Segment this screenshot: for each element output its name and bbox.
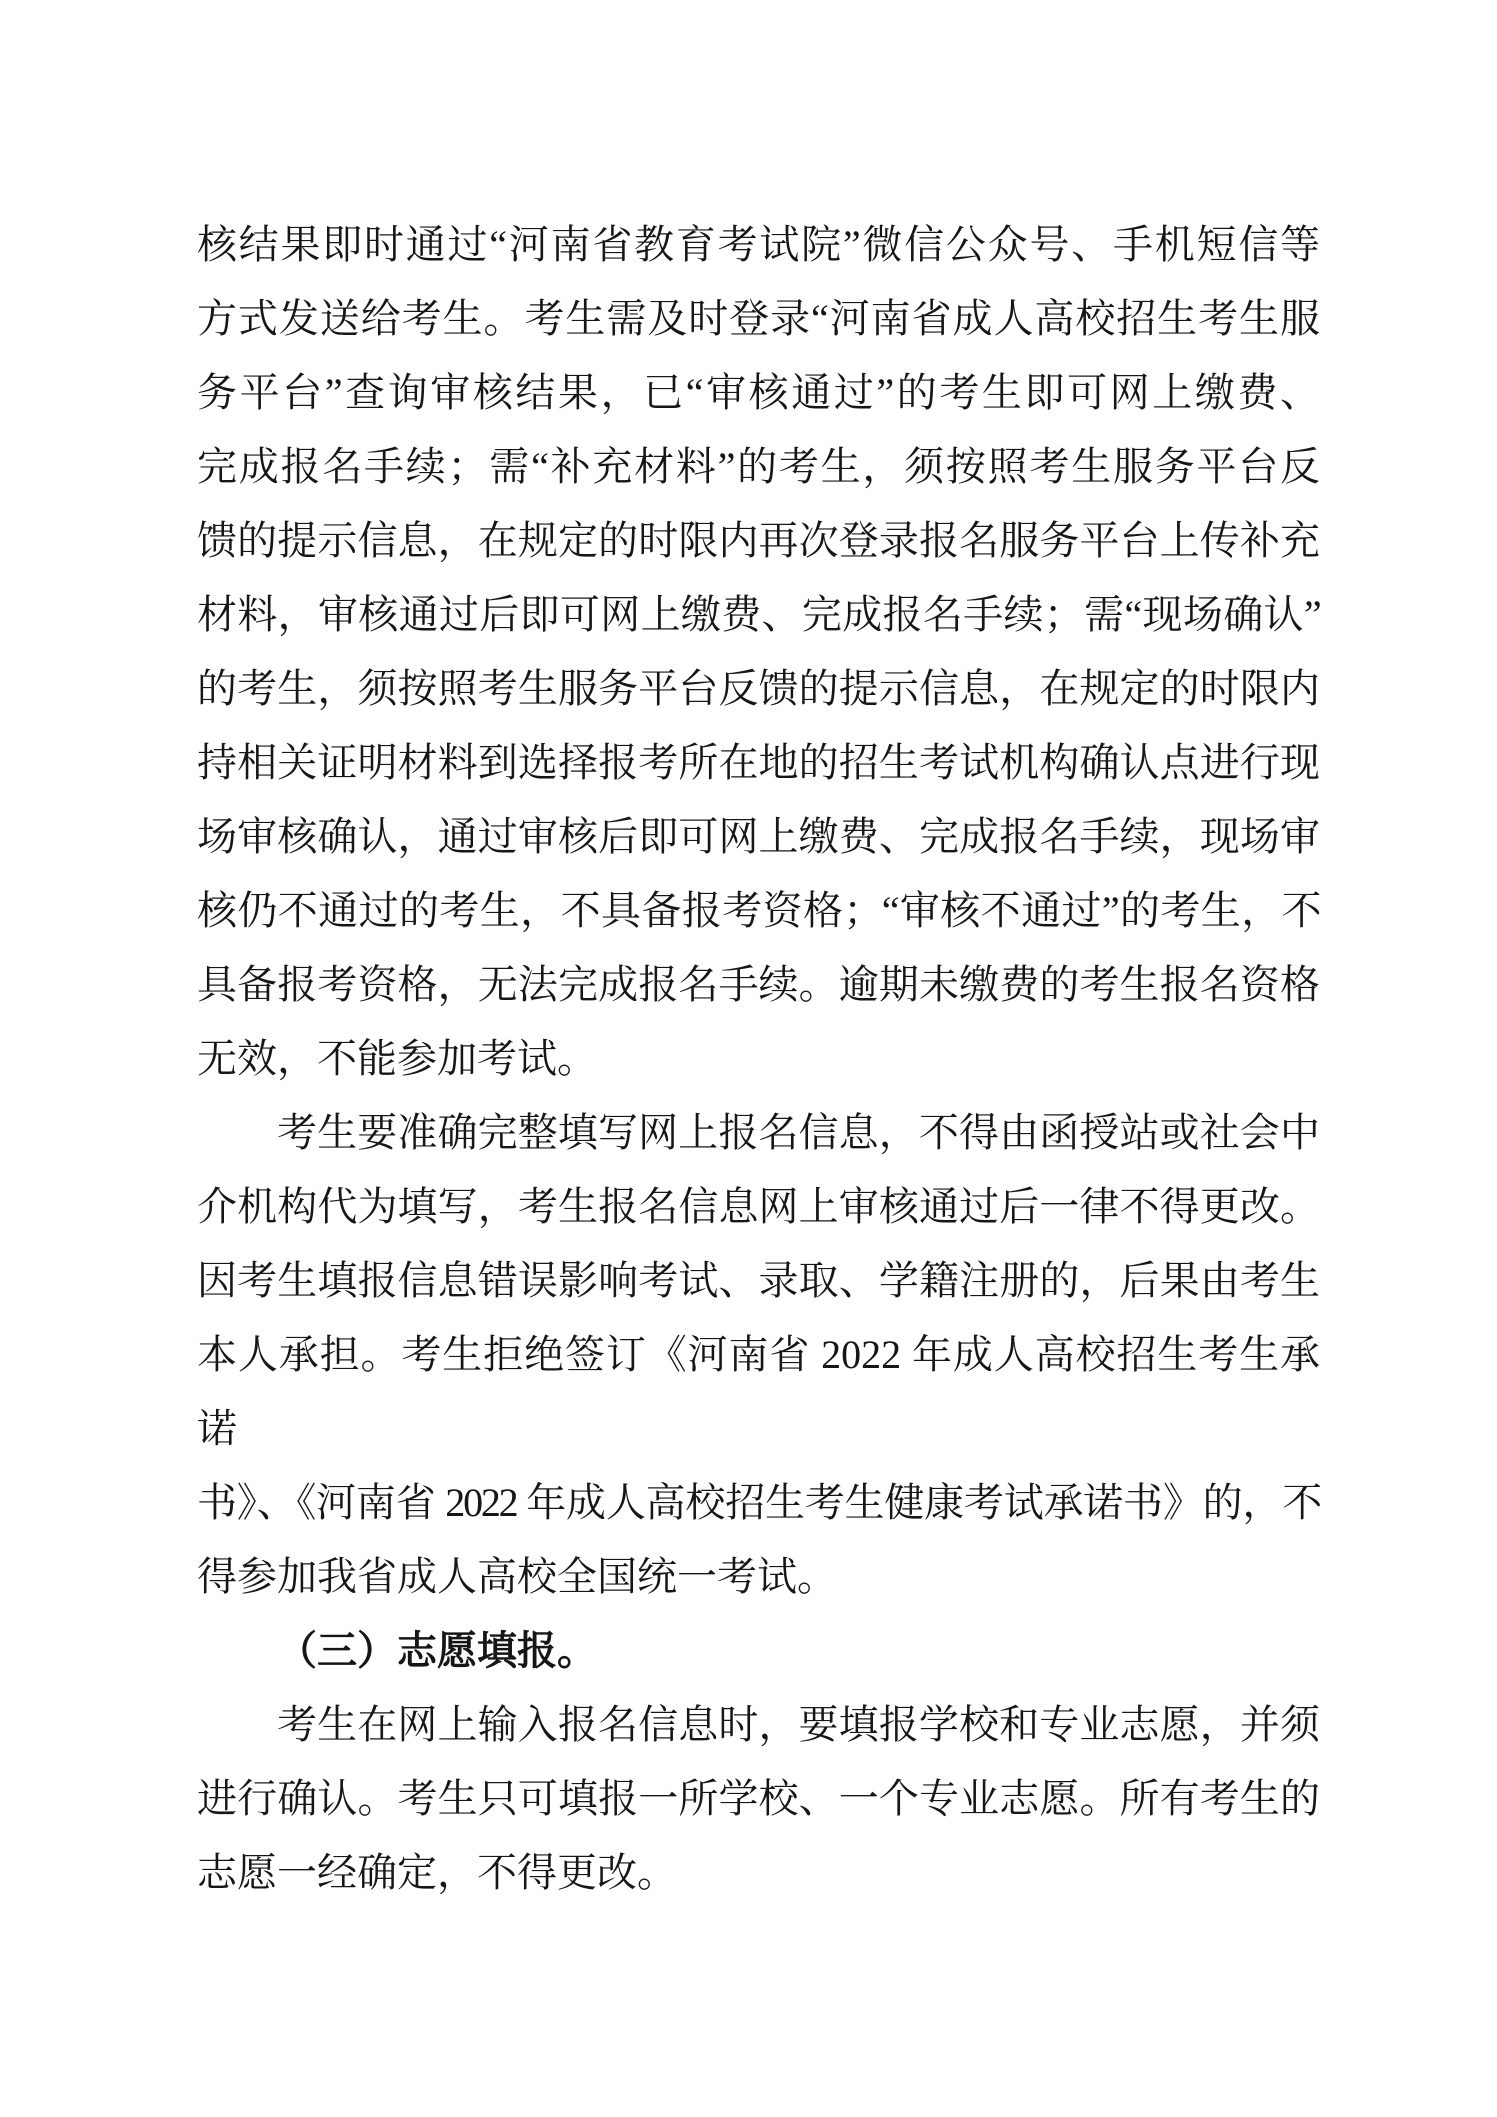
text-line: 馈的提示信息，在规定的时限内再次登录报名服务平台上传补充	[197, 518, 1320, 563]
paragraph	[197, 1096, 1320, 1614]
text-line: 介机构代为填写，考生报名信息网上审核通过后一律不得更改。	[197, 1184, 1320, 1229]
text-line: 本人承担。考生拒绝签订《河南省 2022 年成人高校招生考生承诺	[197, 1332, 1320, 1451]
text-line: 方式发送给考生。考生需及时登录“河南省成人高校招生考生服	[197, 296, 1320, 341]
text-line: 书》、《河南省 2022 年成人高校招生考生健康考试承诺书》的，不	[197, 1480, 1320, 1525]
text-line: 进行确认。考生只可填报一所学校、一个专业志愿。所有考生的	[197, 1776, 1320, 1821]
text-line: 材料，审核通过后即可网上缴费、完成报名手续；需“现场确认”	[197, 592, 1320, 637]
text-line: 考生要准确完整填写网上报名信息，不得由函授站或社会中	[277, 1110, 1320, 1155]
page-text	[197, 208, 1320, 1910]
text-line: 务平台”查询审核结果，已“审核通过”的考生即可网上缴费、	[197, 370, 1320, 415]
text-line: 的考生，须按照考生服务平台反馈的提示信息，在规定的时限内	[197, 666, 1320, 711]
text-line: 核仍不通过的考生，不具备报考资格；“审核不通过”的考生，不	[197, 888, 1320, 933]
text-line: 得参加我省成人高校全国统一考试。	[197, 1554, 837, 1599]
text-line: 完成报名手续；需“补充材料”的考生，须按照考生服务平台反	[197, 444, 1320, 489]
text-line: 志愿一经确定，不得更改。	[197, 1850, 677, 1895]
paragraph	[197, 1688, 1320, 1910]
heading-line: （三）志愿填报。	[277, 1628, 597, 1673]
text-line: 无效，不能参加考试。	[197, 1036, 597, 1081]
text-line: 因考生填报信息错误影响考试、录取、学籍注册的，后果由考生	[197, 1258, 1320, 1303]
text-line: 具备报考资格，无法完成报名手续。逾期未缴费的考生报名资格	[197, 962, 1320, 1007]
text-line: 场审核确认，通过审核后即可网上缴费、完成报名手续，现场审	[197, 814, 1320, 859]
text-line: 考生在网上输入报名信息时，要填报学校和专业志愿，并须	[277, 1702, 1320, 1747]
section-heading	[197, 1614, 1320, 1688]
paragraph	[197, 208, 1320, 1096]
text-line: 持相关证明材料到选择报考所在地的招生考试机构确认点进行现	[197, 740, 1320, 785]
text-line: 核结果即时通过“河南省教育考试院”微信公众号、手机短信等	[197, 222, 1320, 267]
